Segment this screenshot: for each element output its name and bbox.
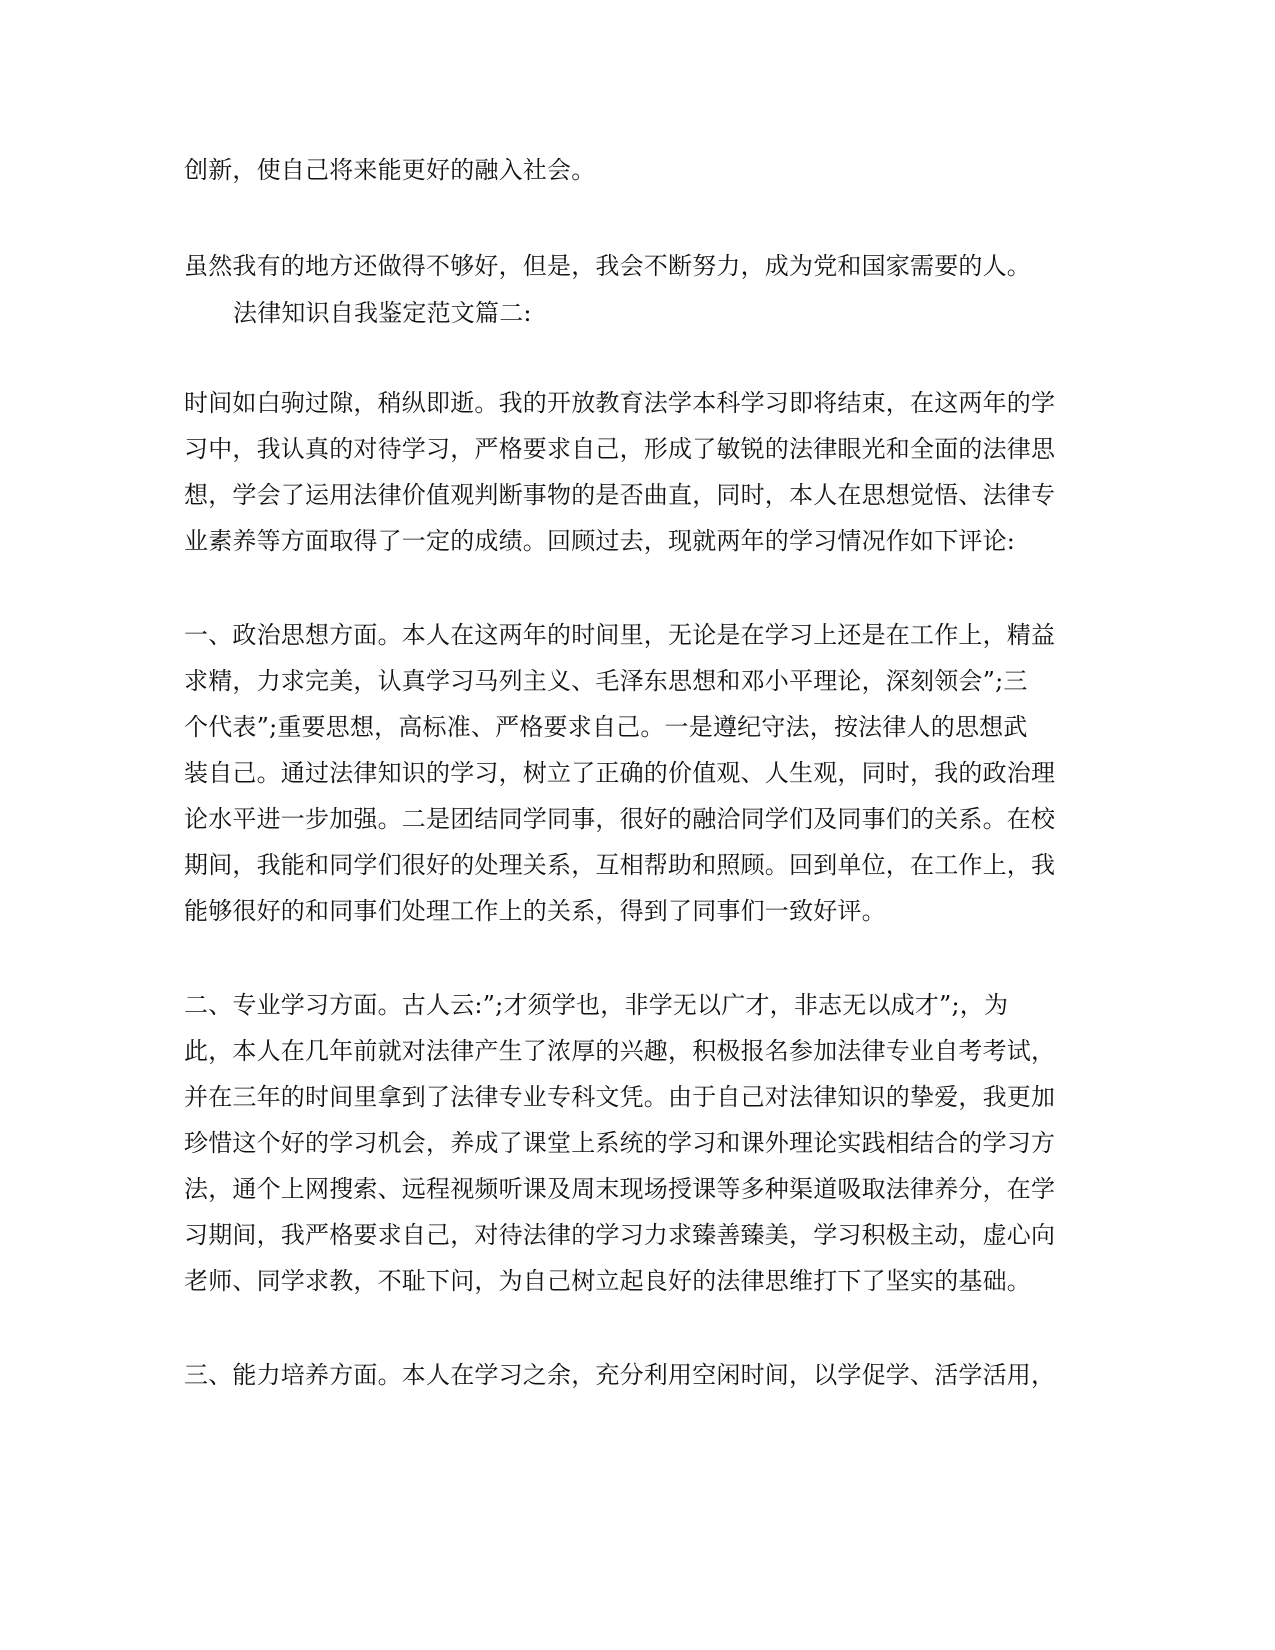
text-line: 想，学会了运用法律价值观判断事物的是否曲直，同时，本人在思想觉悟、法律专 <box>184 481 1056 509</box>
text-line: 珍惜这个好的学习机会，养成了课堂上系统的学习和课外理论实践相结合的学习方 <box>184 1129 1056 1157</box>
text-line: 虽然我有的地方还做得不够好，但是，我会不断努力，成为党和国家需要的人。 <box>184 252 1031 280</box>
text-line: 能够很好的和同事们处理工作上的关系，得到了同事们一致好评。 <box>184 897 886 925</box>
text-line: 二、专业学习方面。古人云:”;才须学也，非学无以广才，非志无以成才”;，为 <box>184 991 1009 1019</box>
text-line: 并在三年的时间里拿到了法律专业专科文凭。由于自己对法律知识的挚爱，我更加 <box>184 1083 1056 1111</box>
text-line: 论水平进一步加强。二是团结同学同事，很好的融洽同学们及同事们的关系。在校 <box>184 805 1056 833</box>
text-line: 习中，我认真的对待学习，严格要求自己，形成了敏锐的法律眼光和全面的法律思 <box>184 435 1056 463</box>
text-line: 一、政治思想方面。本人在这两年的时间里，无论是在学习上还是在工作上，精益 <box>184 621 1056 649</box>
text-line: 创新，使自己将来能更好的融入社会。 <box>184 156 596 184</box>
text-line: 时间如白驹过隙，稍纵即逝。我的开放教育法学本科学习即将结束，在这两年的学 <box>184 389 1056 417</box>
text-line: 求精，力求完美，认真学习马列主义、毛泽东思想和邓小平理论，深刻领会”;三 <box>184 667 1028 695</box>
text-line: 老师、同学求教，不耻下问，为自己树立起良好的法律思维打下了坚实的基础。 <box>184 1267 1031 1295</box>
text-line: 法，通个上网搜索、远程视频听课及周末现场授课等多种渠道吸取法律养分，在学 <box>184 1175 1056 1203</box>
text-line: 此，本人在几年前就对法律产生了浓厚的兴趣，积极报名参加法律专业自考考试， <box>184 1037 1056 1065</box>
text-line: 三、能力培养方面。本人在学习之余，充分利用空闲时间，以学促学、活学活用， <box>184 1361 1056 1389</box>
text-line: 装自己。通过法律知识的学习，树立了正确的价值观、人生观，同时，我的政治理 <box>184 759 1056 787</box>
text-line: 期间，我能和同学们很好的处理关系，互相帮助和照顾。回到单位，在工作上，我 <box>184 851 1056 879</box>
text-line: 业素养等方面取得了一定的成绩。回顾过去，现就两年的学习情况作如下评论: <box>184 527 1016 555</box>
text-line: 个代表”;重要思想，高标准、严格要求自己。一是遵纪守法，按法律人的思想武 <box>184 713 1028 741</box>
section-heading: 法律知识自我鉴定范文篇二: <box>233 299 532 327</box>
text-line: 习期间，我严格要求自己，对待法律的学习力求臻善臻美，学习积极主动，虚心向 <box>184 1221 1056 1249</box>
